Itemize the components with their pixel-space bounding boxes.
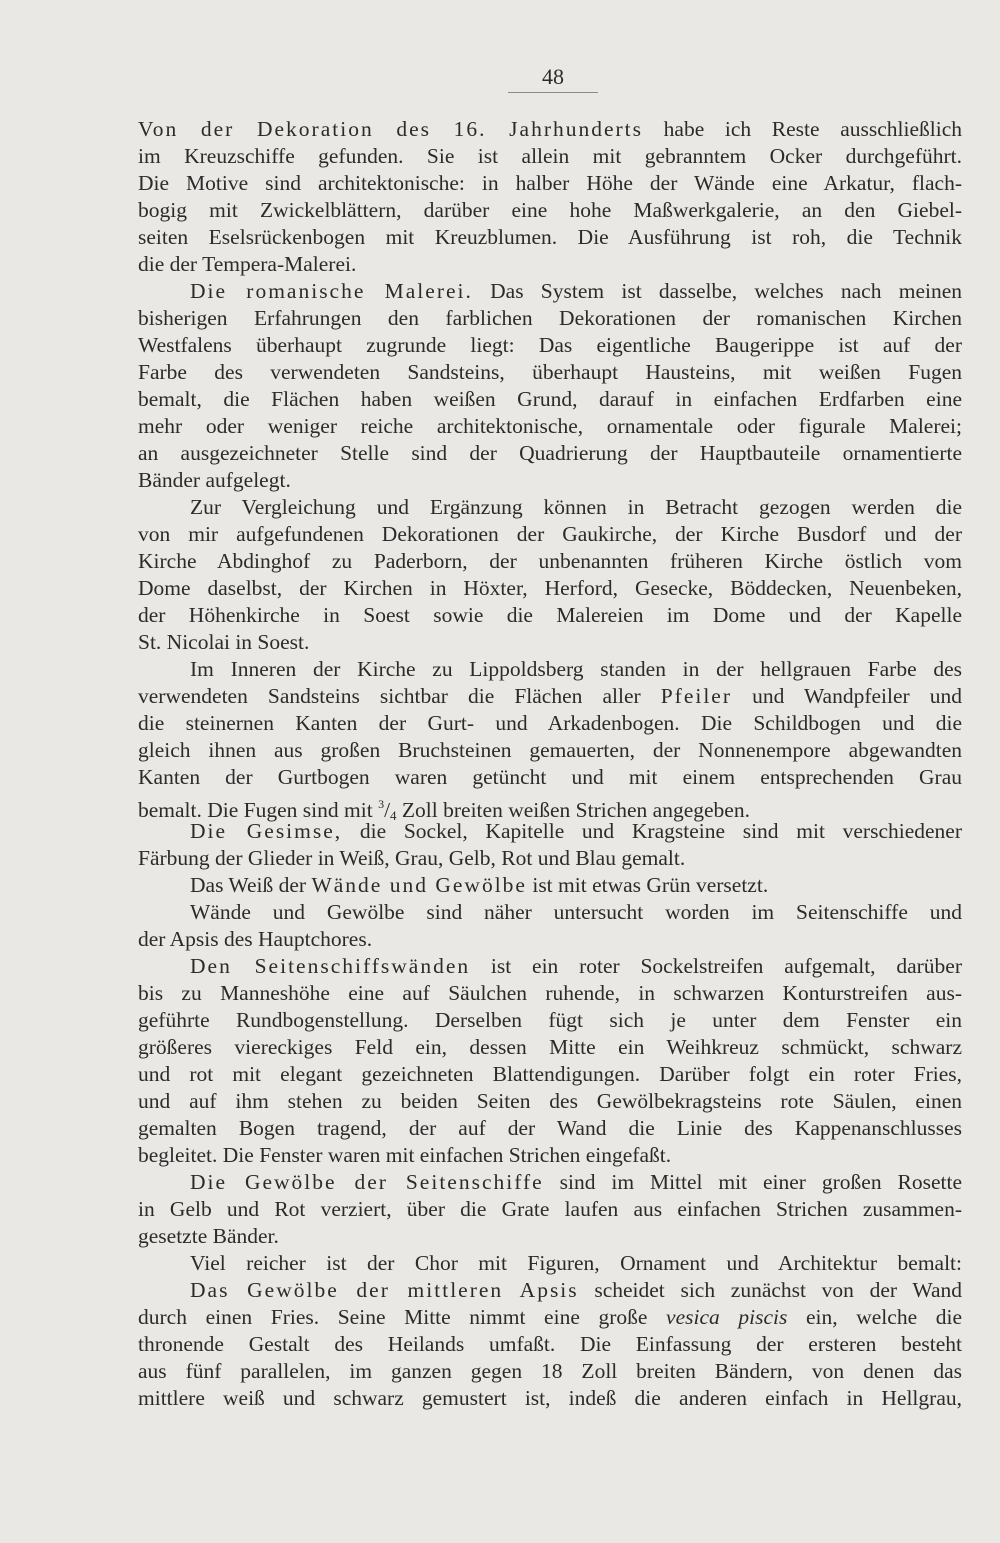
- text-line: [138, 197, 962, 223]
- text-line: [138, 170, 962, 196]
- text-run: verwendeten Sandsteins sichtbar die Flächen aller: [138, 684, 661, 708]
- text-run: in Gelb und Rot verziert, über die Grate laufen aus einfachen Strichen zusammen-: [138, 1197, 962, 1221]
- spaced-emphasis: Von der Dekoration des 16. Jahrhunderts: [138, 117, 644, 141]
- text-run: ist mit etwas Grün versetzt.: [526, 873, 769, 897]
- text-line: [138, 602, 962, 628]
- text-run: St. Nicolai in Soest.: [138, 630, 310, 654]
- text-run: 3: [378, 797, 385, 811]
- text-line: [138, 1034, 962, 1060]
- text-run: und rot mit elegant gezeichneten Blattendigungen. Darüber folgt ein roter Fries,: [138, 1062, 962, 1086]
- text-line: [138, 548, 962, 574]
- text-run: ein, welche die: [787, 1305, 962, 1329]
- text-run: Die Motive sind architektonische: in halber Höhe der Wände eine Arkatur, flach-: [138, 171, 962, 195]
- text-run: begleitet. Die Fenster waren mit einfachen Strichen eingefaßt.: [138, 1143, 672, 1167]
- text-run: Wände und Gewölbe sind näher untersucht worden im Seitenschiffe und: [190, 900, 962, 924]
- text-run: und auf ihm stehen zu beiden Seiten des Gewölbekragsteins rote Säulen, einen: [138, 1089, 962, 1113]
- text-run: von mir aufgefundenen Dekorationen der Gaukirche, der Kirche Busdorf und der: [138, 522, 962, 546]
- text-line: [138, 710, 962, 736]
- text-run: die steinernen Kanten der Gurt- und Arkadenbogen. Die Schildbogen und die: [138, 711, 962, 735]
- text-run: mehr oder weniger reiche architektonische, ornamentale oder figurale Malerei;: [138, 414, 962, 438]
- text-run: aus fünf parallelen, im ganzen gegen 18 Zoll breiten Bändern, von denen das: [138, 1359, 962, 1383]
- text-line: [138, 359, 962, 385]
- text-run: Bänder aufgelegt.: [138, 468, 291, 492]
- text-line: [190, 656, 962, 682]
- text-run: Westfalens überhaupt zugrunde liegt: Das eigentliche Baugerippe ist auf der: [138, 333, 962, 357]
- text-line: [190, 494, 962, 520]
- text-line: [138, 926, 962, 952]
- text-run: /: [384, 798, 391, 822]
- text-run: Kanten der Gurtbogen waren getüncht und mit einem entsprechenden Grau: [138, 765, 962, 789]
- text-run: bis zu Manneshöhe eine auf Säulchen ruhende, in schwarzen Konturstreifen aus-: [138, 981, 962, 1005]
- text-line: [138, 1007, 962, 1033]
- text-line: [138, 1115, 962, 1141]
- text-run: bogig mit Zwickelblättern, darüber eine hohe Maßwerkgalerie, an den Giebel-: [138, 198, 962, 222]
- text-line: [138, 1088, 962, 1114]
- page-number: 48: [508, 62, 598, 93]
- text-run: Das System ist dasselbe, welches nach meinen: [472, 279, 962, 303]
- text-run: und Wandpfeiler und: [732, 684, 962, 708]
- text-run: bisherigen Erfahrungen den farblichen Dekorationen der romanischen Kirchen: [138, 306, 962, 330]
- text-run: durch einen Fries. Seine Mitte nimmt eine große: [138, 1305, 667, 1329]
- text-run: Zur Vergleichung und Ergänzung können in Betracht gezogen werden die: [190, 495, 962, 519]
- text-line: [138, 980, 962, 1006]
- text-line: [190, 953, 962, 979]
- text-run: gesetzte Bänder.: [138, 1224, 279, 1248]
- text-run: 4: [390, 808, 397, 823]
- text-run: gemalten Bogen tragend, der auf der Wand die Linie des Kappenanschlusses: [138, 1116, 962, 1140]
- text-line: [190, 818, 962, 844]
- spaced-emphasis: Das Gewölbe der mittleren Apsis: [190, 1278, 579, 1302]
- text-line: [190, 1169, 962, 1195]
- text-line: [138, 143, 962, 169]
- text-line: [138, 1358, 962, 1384]
- text-line: [138, 1223, 962, 1249]
- text-run: geführte Rundbogenstellung. Derselben fügt sich je unter dem Fenster ein: [138, 1008, 962, 1032]
- text-line: [138, 764, 962, 790]
- text-run: die der Tempera-Malerei.: [138, 252, 357, 276]
- text-line: [138, 683, 962, 709]
- italic-term: vesica piscis: [666, 1305, 788, 1329]
- text-run: ist ein roter Sockelstreifen aufgemalt, darüber: [470, 954, 962, 978]
- text-run: sind im Mittel mit einer großen Rosette: [543, 1170, 962, 1194]
- text-line: [190, 1250, 962, 1276]
- text-run: scheidet sich zunächst von der Wand: [578, 1278, 962, 1302]
- text-run: thronende Gestalt des Heilands umfaßt. Die Einfassung der ersteren besteht: [138, 1332, 962, 1356]
- text-run: die Sockel, Kapitelle und Kragsteine sind mit verschiedener: [342, 819, 963, 843]
- text-line: [138, 845, 962, 871]
- text-run: der Höhenkirche in Soest sowie die Malereien im Dome und der Kapelle: [138, 603, 962, 627]
- text-run: im Kreuzschiffe gefunden. Sie ist allein mit gebranntem Ocker durchgeführt.: [138, 144, 962, 168]
- text-line: [190, 1277, 962, 1303]
- text-run: der Apsis des Hauptchores.: [138, 927, 373, 951]
- text-line: [138, 1385, 962, 1411]
- text-run: Viel reicher ist der Chor mit Figuren, Ornament und Architektur bemalt:: [190, 1251, 962, 1275]
- text-run: Im Inneren der Kirche zu Lippoldsberg standen in der hellgrauen Farbe des: [190, 657, 962, 681]
- spaced-emphasis: Pfeiler: [660, 684, 733, 708]
- text-line: [190, 872, 962, 898]
- text-run: seiten Eselsrückenbogen mit Kreuzblumen. Die Ausführung ist roh, die Technik: [138, 225, 962, 249]
- text-run: Färbung der Glieder in Weiß, Grau, Gelb, Rot und Blau gemalt.: [138, 846, 686, 870]
- text-line: [138, 116, 962, 142]
- text-run: habe ich Reste ausschließlich: [643, 117, 963, 141]
- text-run: an ausgezeichneter Stelle sind der Quadrierung der Hauptbauteile ornamentierte: [138, 441, 962, 465]
- spaced-emphasis: Die Gewölbe der Seitenschiffe: [190, 1170, 544, 1194]
- text-line: [138, 332, 962, 358]
- text-run: Das Weiß der: [190, 873, 312, 897]
- spaced-emphasis: Die romanische Malerei.: [190, 279, 473, 303]
- text-run: Dome daselbst, der Kirchen in Höxter, Herford, Gesecke, Böddecken, Neuenbeken,: [138, 576, 962, 600]
- spaced-emphasis: Den Seitenschiffswänden: [190, 954, 471, 978]
- text-line: [138, 251, 962, 277]
- text-line: [138, 413, 962, 439]
- text-line: [138, 386, 962, 412]
- text-run: gleich ihnen aus großen Bruchsteinen gemauerten, der Nonnenempore abgewandten: [138, 738, 962, 762]
- text-line: [138, 1331, 962, 1357]
- text-run: Zoll breiten weißen Strichen angegeben.: [396, 798, 750, 822]
- text-line: [138, 1196, 962, 1222]
- text-line: [138, 1142, 962, 1168]
- text-line: [190, 278, 962, 304]
- text-line: [138, 737, 962, 763]
- text-run: Farbe des verwendeten Sandsteins, überhaupt Hausteins, mit weißen Fugen: [138, 360, 962, 384]
- spaced-emphasis: Wände und Gewölbe: [311, 873, 527, 897]
- text-line: [138, 521, 962, 547]
- text-line: [138, 467, 962, 493]
- text-line: [190, 899, 962, 925]
- spaced-emphasis: Die Gesimse,: [190, 819, 343, 843]
- text-run: bemalt. Die Fugen sind mit: [138, 798, 379, 822]
- text-line: [138, 440, 962, 466]
- text-line: [138, 224, 962, 250]
- text-line: [138, 629, 962, 655]
- text-run: bemalt, die Flächen haben weißen Grund, darauf in einfachen Erdfarben eine: [138, 387, 962, 411]
- text-run: größeres viereckiges Feld ein, dessen Mitte ein Weihkreuz schmückt, schwarz: [138, 1035, 962, 1059]
- text-line: [138, 1061, 962, 1087]
- text-line: [138, 575, 962, 601]
- text-run: Kirche Abdinghof zu Paderborn, der unbenannten früheren Kirche östlich vom: [138, 549, 962, 573]
- text-line: [138, 1304, 962, 1330]
- text-line: [138, 305, 962, 331]
- text-run: mittlere weiß und schwarz gemustert ist, indeß die anderen einfach in Hellgrau,: [138, 1386, 962, 1410]
